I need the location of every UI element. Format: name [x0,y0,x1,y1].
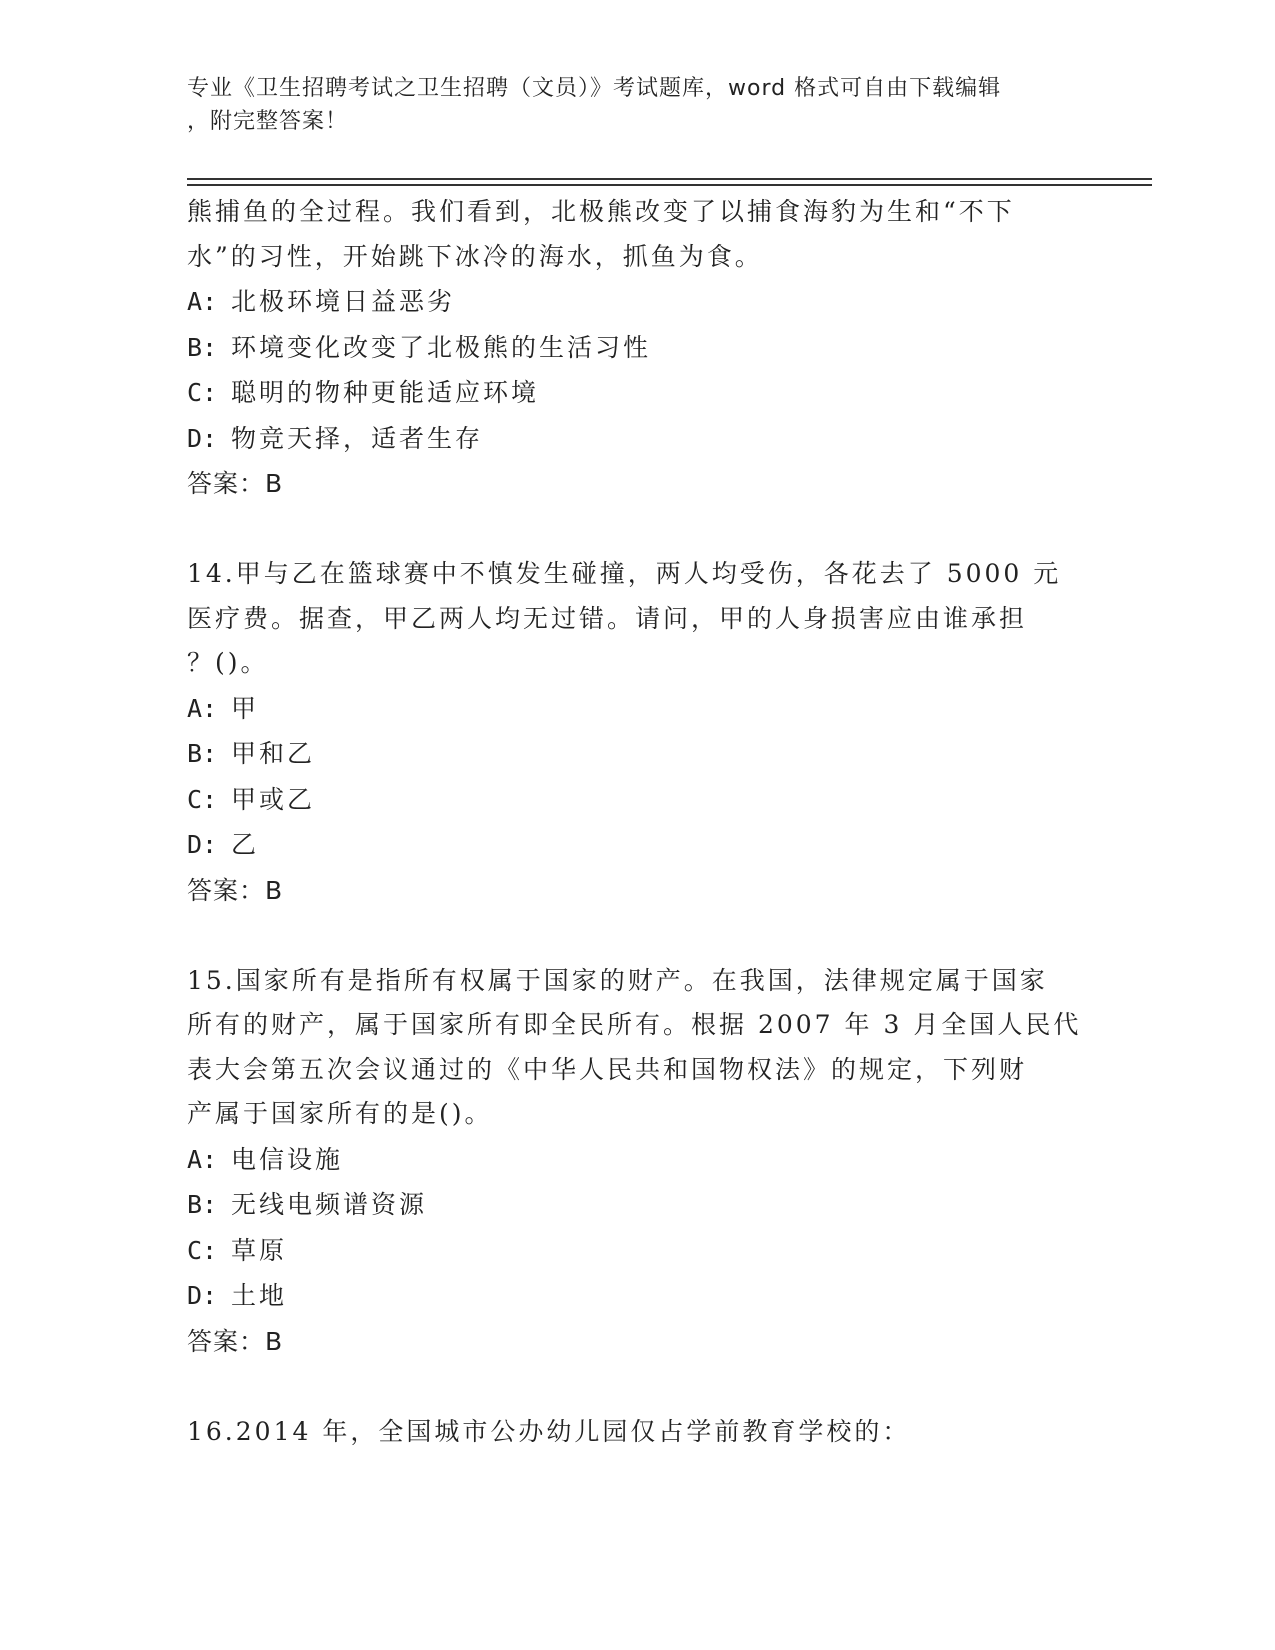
question-15-option-b [187,1182,1087,1228]
question-15-answer: 答案：B [187,1326,284,1356]
option-key: D: [187,1281,218,1310]
option-text: 聪明的物种更能适应环境 [231,378,540,407]
question-16 [187,1410,1087,1455]
document-header [187,72,1087,138]
option-key: C: [187,378,218,407]
option-key: D: [187,830,218,859]
option-key: C: [187,784,218,814]
option-key: B: [187,739,218,768]
question-13-option-d [187,416,1087,462]
option-key: D: [187,423,218,453]
question-14-option-b [187,731,1087,777]
option-key: B: [187,1190,218,1219]
header-line-2: ，附完整答案！ [187,109,349,134]
question-14-stem-line-2: 医疗费。据查，甲乙两人均无过错。请问，甲的人身损害应由谁承担 [187,603,1028,633]
question-14-stem-line-1: 14.甲与乙在篮球赛中不慎发生碰撞，两人均受伤，各花去了 5000 元 [187,559,1062,588]
option-text: 物竞天择，适者生存 [231,423,484,453]
question-13-option-b [187,325,1087,371]
question-15-stem-line-2: 所有的财产，属于国家所有即全民所有。根据 2007 年 3 月全国人民代 [187,1010,1082,1039]
question-15-option-a [187,1137,1087,1183]
spacer [187,1364,1087,1410]
option-text: 甲和乙 [231,739,316,768]
option-text: 草原 [231,1235,288,1265]
option-key: A: [187,693,218,723]
question-14-option-c [187,777,1087,823]
header-rule-bottom [187,184,1152,186]
spacer [187,506,1087,552]
option-text: 无线电频谱资源 [231,1190,428,1219]
question-13-option-c [187,370,1087,416]
option-key: A: [187,1144,218,1174]
question-13-stem-line-2: 水”的习性，开始跳下冰冷的海水，抓鱼为食。 [187,241,763,271]
question-14-stem-line-3: ？()。 [187,648,269,677]
question-15-stem-line-4: 产属于国家所有的是()。 [187,1099,493,1128]
question-15-option-c [187,1228,1087,1274]
question-14-answer: 答案：B [187,875,284,905]
option-text: 土地 [231,1281,288,1310]
question-13-option-a [187,279,1087,325]
header-rule-top [187,178,1152,180]
option-key: B: [187,332,218,362]
question-15-option-d [187,1273,1087,1319]
option-text: 甲 [231,693,260,723]
question-13-stem-line-1: 熊捕鱼的全过程。我们看到，北极熊改变了以捕食海豹为生和“不下 [187,197,1015,226]
question-14-option-a [187,686,1087,732]
question-16-stem-line-1: 16.2014 年，全国城市公办幼儿园仅占学前教育学校的： [187,1416,911,1446]
option-text: 环境变化改变了北极熊的生活习性 [231,332,652,362]
spacer [187,913,1087,959]
option-text: 乙 [231,830,260,859]
option-text: 甲或乙 [231,784,316,814]
question-14 [187,552,1087,913]
question-13 [187,190,1087,506]
question-15 [187,959,1087,1364]
option-text: 电信设施 [231,1144,344,1174]
option-key: C: [187,1235,218,1265]
question-15-stem-line-1: 15.国家所有是指所有权属于国家的财产。在我国，法律规定属于国家 [187,965,1048,995]
question-13-answer: 答案：B [187,469,284,498]
option-key: A: [187,287,218,316]
document-body [187,190,1087,1454]
option-text: 北极环境日益恶劣 [231,287,456,316]
header-line-1: 专业《卫生招聘考试之卫生招聘（文员）》考试题库，word 格式可自由下载编辑 [187,76,1002,101]
question-15-stem-line-3: 表大会第五次会议通过的《中华人民共和国物权法》的规定，下列财 [187,1054,1028,1084]
question-14-option-d [187,822,1087,868]
